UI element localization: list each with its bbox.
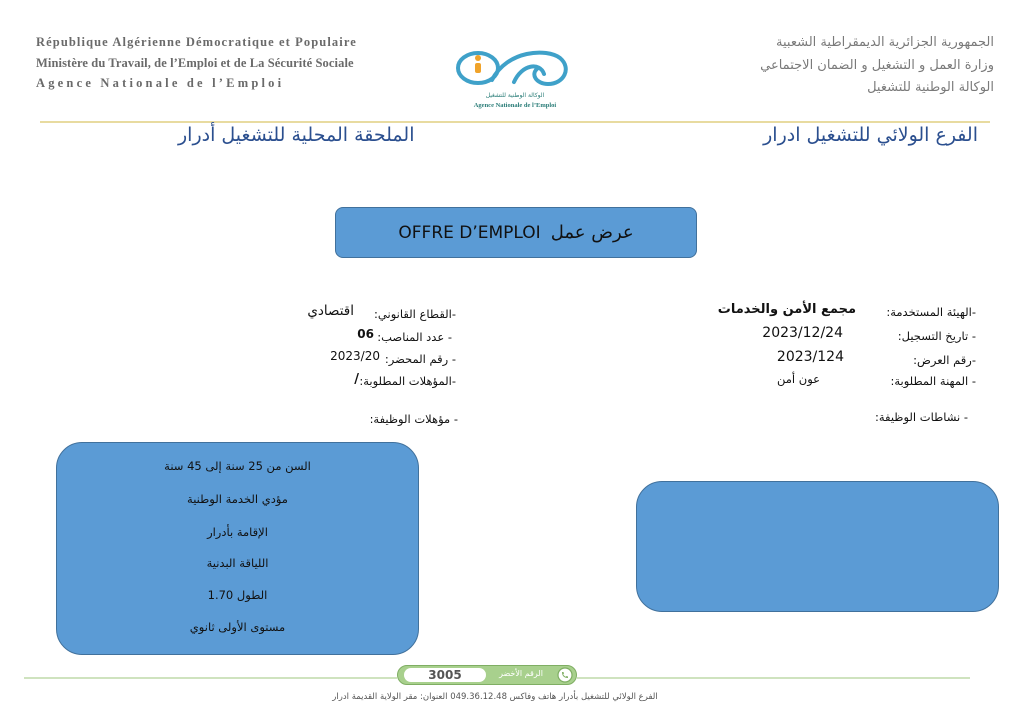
- offer-title-box: [335, 207, 697, 258]
- branch-title-wilaya: الفرع الولائي للتشغيل ادرار: [763, 124, 978, 146]
- header-divider: [40, 121, 990, 123]
- logo-caption-fr: Agence Nationale de l’Emploi: [473, 102, 557, 109]
- qualification-item: الطول 1.70: [207, 588, 268, 602]
- footer-rule-right: [577, 677, 970, 679]
- sector-value: اقتصادي: [307, 303, 354, 319]
- qualification-item: اللياقة البدنية: [206, 556, 269, 570]
- header-ar-agency: الوكالة الوطنية للتشغيل: [867, 80, 994, 95]
- footer-rule-left: [24, 677, 397, 679]
- phone-icon: [557, 667, 573, 683]
- profession-label: - المهنة المطلوبة:: [890, 374, 976, 388]
- employer-label: -الهيئة المستخدمة:: [886, 305, 976, 319]
- footer-address: الفرع الولائي للتشغيل بأدرار هاتف وفاكس 049.36.12.48 العنوان: مقر الولاية القديمة ادرار: [332, 692, 658, 702]
- qualification-item: مستوى الأولى ثانوي: [189, 620, 286, 634]
- profession-value: عون أمن: [776, 372, 820, 386]
- header-fr-republic: République Algérienne Démocratique et Populaire: [36, 35, 357, 49]
- qualification-item: الإقامة بأدرار: [207, 525, 268, 539]
- minutes-number-label: - رقم المحضر:: [384, 352, 456, 366]
- offer-number-label: -رقم العرض:: [913, 353, 976, 367]
- header-fr-agency: Agence Nationale de l’Emploi: [36, 76, 285, 90]
- qualification-item: مؤدي الخدمة الوطنية: [187, 492, 288, 506]
- activities-label: - نشاطات الوظيفة:: [874, 410, 968, 424]
- sector-label: -القطاع القانوني:: [374, 307, 456, 321]
- qualification-item: السن من 25 سنة إلى 45 سنة: [164, 459, 311, 473]
- minutes-number-value: 2023/20: [330, 349, 380, 363]
- registration-date-value: 2023/12/24: [762, 325, 843, 341]
- activities-panel: [636, 481, 999, 612]
- positions-value: 06: [357, 327, 374, 341]
- employer-value: مجمع الأمن والخدمات: [717, 302, 856, 317]
- offer-number-value: 2023/124: [776, 349, 844, 365]
- logo-caption-ar: الوكالة الوطنية للتشغيل: [485, 92, 545, 99]
- header-ar-republic: الجمهورية الجزائرية الديمقراطية الشعبية: [776, 35, 994, 50]
- green-number-label: الرقم الأخضر: [499, 669, 543, 678]
- header-fr-ministry: Ministère du Travail, de l’Emploi et de La Sécurité Sociale: [36, 56, 354, 70]
- required-qualifications-label: -المؤهلات المطلوبة:: [359, 374, 456, 388]
- registration-date-label: - تاريخ التسجيل:: [897, 329, 976, 343]
- header-ar-ministry: وزارة العمل و التشغيل و الضمان الاجتماعي: [760, 58, 994, 73]
- positions-label: - عدد المناصب:: [377, 330, 452, 344]
- branch-title-local: الملحقة المحلية للتشغيل أدرار: [178, 124, 415, 146]
- green-number: 3005: [404, 668, 486, 682]
- offer-title-ar: عرض عمل: [550, 222, 634, 243]
- job-qualifications-label: - مؤهلات الوظيفة:: [369, 412, 458, 426]
- required-qualifications-value: /: [354, 372, 359, 387]
- offer-title-fr: OFFRE D’EMPLOI: [398, 222, 541, 243]
